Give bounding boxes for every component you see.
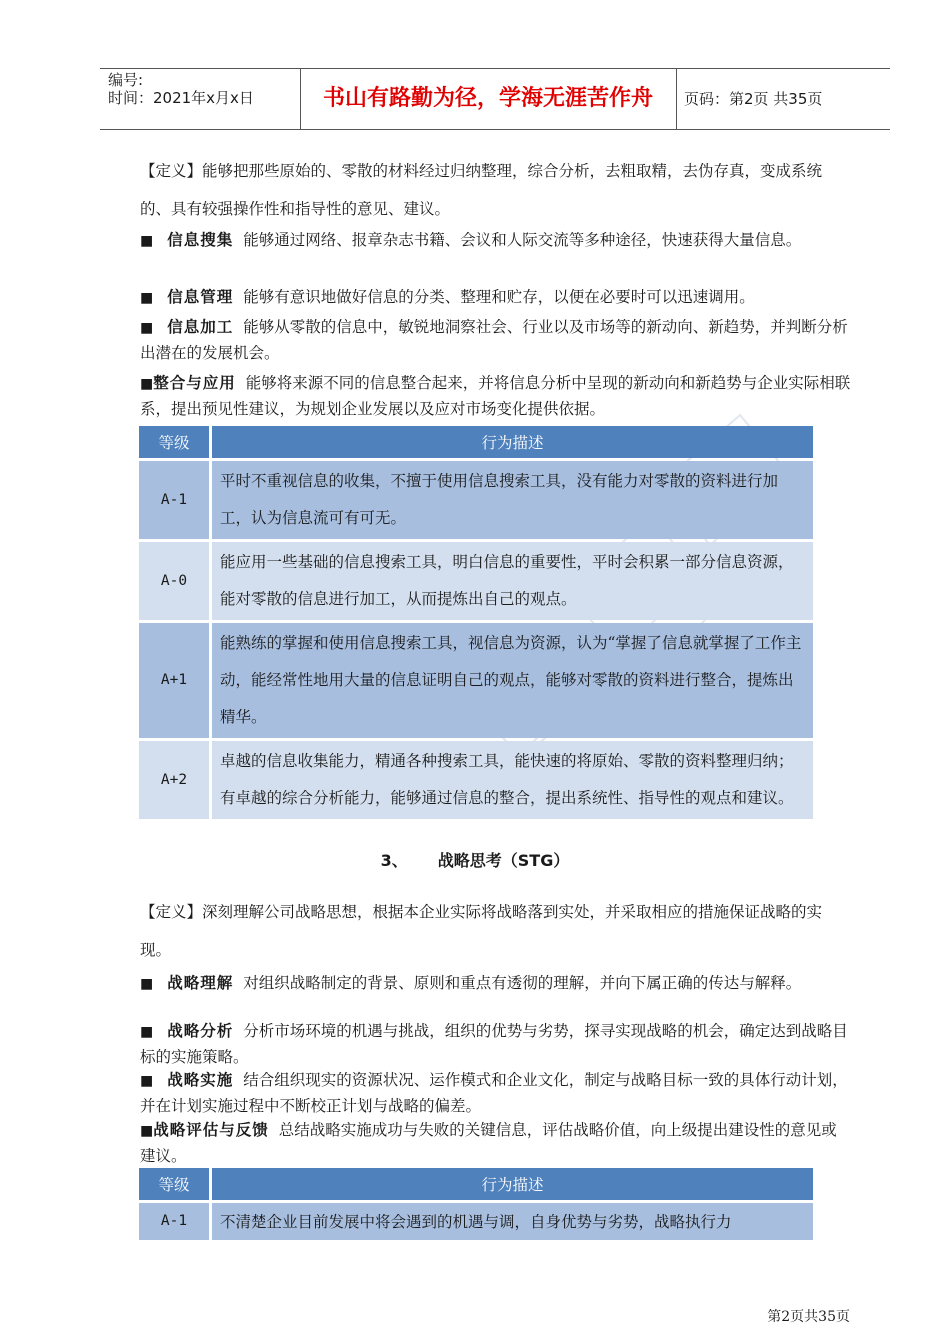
column-header-level: 等级	[139, 426, 209, 458]
bullet-square-icon: ■	[140, 1073, 154, 1089]
bullet-square-icon: ■	[140, 233, 154, 249]
bullet-strategy-analysis	[140, 1018, 852, 1070]
bullet-term: 战略评估与反馈	[153, 1120, 269, 1139]
column-header-description: 行为描述	[212, 426, 813, 458]
grade-level: A-1	[139, 461, 209, 539]
bullet-info-integration	[140, 370, 852, 422]
bullet-term: 整合与应用	[153, 373, 236, 392]
table-row	[139, 741, 813, 819]
bullet-text: 结合组织现实的资源状况、运作模式和企业文化，制定与战略目标一致的具体行动计划，并在计划实施过程中不断校正计划与战略的偏差。	[140, 1071, 848, 1115]
table-row	[139, 461, 813, 539]
grade-description: 能应用一些基础的信息搜索工具，明白信息的重要性，平时会积累一部分信息资源，能对零散的信息进行加工，从而提炼出自己的观点。	[212, 542, 813, 620]
info-grade-table	[136, 423, 816, 822]
date-label: 时间：2021年x月x日	[108, 89, 254, 107]
bullet-square-icon: ■	[140, 376, 154, 392]
header-divider	[676, 69, 677, 129]
grade-description: 能熟练的掌握和使用信息搜索工具，视信息为资源，认为“掌握了信息就掌握了工作主动，能经常性地用大量的信息证明自己的观点，能够对零散的资料进行整合，提炼出精华。	[212, 623, 813, 738]
grade-description: 平时不重视信息的收集，不擅于使用信息搜索工具，没有能力对零散的资料进行加工，认为信息流可有可无。	[212, 461, 813, 539]
bullet-term: 战略实施	[167, 1070, 234, 1089]
header-divider	[300, 69, 301, 129]
header-page-info: 页码：第2页 共35页	[684, 90, 823, 108]
bullet-strategy-implementation	[140, 1067, 852, 1119]
bullet-square-icon: ■	[140, 976, 154, 992]
table-header-row	[139, 1168, 813, 1200]
table-row	[139, 542, 813, 620]
section-title-text: 战略思考（STG）	[437, 851, 570, 870]
column-header-level: 等级	[139, 1168, 209, 1200]
grade-description: 不清楚企业目前发展中将会遇到的机遇与调，自身优势与劣势，战略执行力	[212, 1203, 813, 1240]
table-row	[139, 1203, 813, 1240]
bullet-text: 能够从零散的信息中，敏锐地洞察社会、行业以及市场等的新动向、新趋势，并判断分析出潜在的发展机会。	[140, 318, 848, 362]
bullet-text: 能够将来源不同的信息整合起来，并将信息分析中呈现的新动向和新趋势与企业实际相联系，提出预见性建议，为规划企业发展以及应对市场变化提供依据。	[140, 374, 851, 418]
bullet-strategy-evaluation	[140, 1117, 852, 1169]
strategy-grade-table	[136, 1165, 816, 1243]
grade-level: A+2	[139, 741, 209, 819]
header-meta	[108, 71, 254, 107]
definition-strategy: 【定义】深刻理解公司战略思想，根据本企业实际将战略落到实处，并采取相应的措施保证战略的实现。	[140, 903, 823, 959]
bullet-strategy-understanding	[140, 970, 852, 997]
bullet-term: 信息搜集	[167, 230, 234, 249]
bullet-info-collection	[140, 227, 852, 254]
grade-description: 卓越的信息收集能力，精通各种搜索工具，能快速的将原始、零散的资料整理归纳；有卓越的综合分析能力，能够通过信息的整合，提出系统性、指导性的观点和建议。	[212, 741, 813, 819]
column-header-description: 行为描述	[212, 1168, 813, 1200]
bullet-square-icon: ■	[140, 1123, 154, 1139]
header-slogan: 书山有路勤为径，学海无涯苦作舟	[322, 86, 653, 111]
grade-level: A-1	[139, 1203, 209, 1240]
section-number: 3、	[380, 851, 408, 870]
bullet-square-icon: ■	[140, 1024, 154, 1040]
bullet-term: 信息加工	[167, 317, 234, 336]
bullet-info-management	[140, 284, 852, 311]
grade-level: A-0	[139, 542, 209, 620]
page-header	[100, 68, 890, 130]
table-header-row	[139, 426, 813, 458]
bullet-square-icon: ■	[140, 320, 154, 336]
table-row	[139, 623, 813, 738]
bullet-text: 能够有意识地做好信息的分类、整理和贮存，以便在必要时可以迅速调用。	[243, 288, 755, 306]
bullet-text: 分析市场环境的机遇与挑战，组织的优势与劣势，探寻实现战略的机会，确定达到战略目标的实施策略。	[140, 1022, 848, 1066]
section-heading	[0, 848, 950, 871]
bullet-term: 战略理解	[167, 973, 234, 992]
bullet-square-icon: ■	[140, 290, 154, 306]
bullet-term: 战略分析	[167, 1021, 234, 1040]
definition-info: 【定义】能够把那些原始的、零散的材料经过归纳整理，综合分析，去粗取精，去伪存真，变成系统的、具有较强操作性和指导性的意见、建议。	[140, 162, 823, 218]
bullet-term: 信息管理	[167, 287, 234, 306]
bullet-text: 总结战略实施成功与失败的关键信息，评估战略价值，向上级提出建设性的意见或建议。	[140, 1121, 837, 1165]
serial-label: 编号:	[108, 71, 144, 89]
bullet-info-processing	[140, 314, 852, 366]
bullet-text: 对组织战略制定的背景、原则和重点有透彻的理解，并向下属正确的传达与解释。	[243, 974, 802, 992]
page-footer: 第2页共35页	[767, 1309, 850, 1325]
bullet-text: 能够通过网络、报章杂志书籍、会议和人际交流等多种途径，快速获得大量信息。	[243, 231, 802, 249]
grade-level: A+1	[139, 623, 209, 738]
